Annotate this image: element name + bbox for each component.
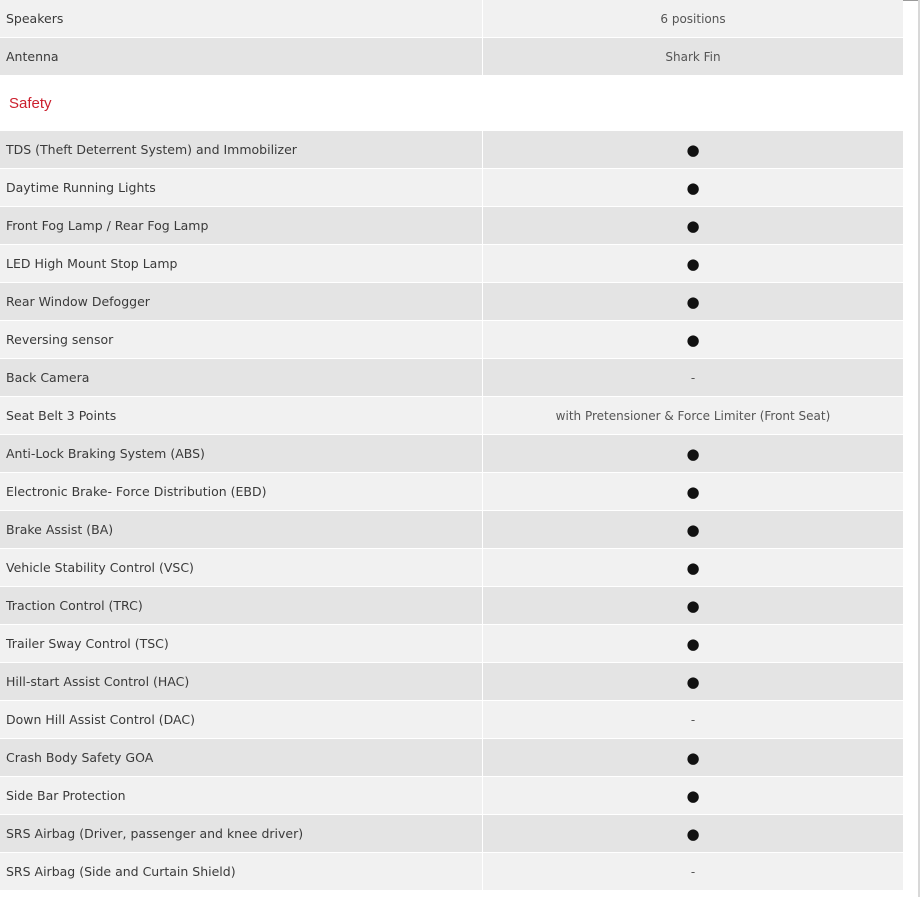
feature-label: Trailer Sway Control (TSC) xyxy=(0,625,483,662)
feature-value: - xyxy=(690,712,696,727)
feature-available-value: ● xyxy=(686,254,700,273)
table-row xyxy=(0,853,903,891)
section-header xyxy=(0,76,903,131)
table-row xyxy=(0,0,903,38)
table-row xyxy=(0,359,903,397)
feature-label: SRS Airbag (Side and Curtain Shield) xyxy=(0,853,483,890)
table-row xyxy=(0,131,903,169)
feature-label: Back Camera xyxy=(0,359,483,396)
table-row xyxy=(0,245,903,283)
table-row xyxy=(0,663,903,701)
table-row xyxy=(0,397,903,435)
table-row xyxy=(0,625,903,663)
table-row xyxy=(0,549,903,587)
feature-label: Front Fog Lamp / Rear Fog Lamp xyxy=(0,207,483,244)
feature-label: LED High Mount Stop Lamp xyxy=(0,245,483,282)
table-row xyxy=(0,587,903,625)
feature-label: Antenna xyxy=(0,38,483,75)
feature-label: Reversing sensor xyxy=(0,321,483,358)
feature-label: SRS Airbag (Driver, passenger and knee driver) xyxy=(0,815,483,852)
feature-label: Anti-Lock Braking System (ABS) xyxy=(0,435,483,472)
feature-value: 6 positions xyxy=(660,11,726,26)
feature-label: TDS (Theft Deterrent System) and Immobilizer xyxy=(0,131,483,168)
table-row xyxy=(0,283,903,321)
feature-available-value: ● xyxy=(686,520,700,539)
feature-available-value: ● xyxy=(686,596,700,615)
feature-label: Seat Belt 3 Points xyxy=(0,397,483,434)
right-scroll-edge xyxy=(918,0,920,897)
feature-label: Electronic Brake- Force Distribution (EBD) xyxy=(0,473,483,510)
table-row xyxy=(0,777,903,815)
feature-available-value: ● xyxy=(686,482,700,501)
feature-value: with Pretensioner & Force Limiter (Front Seat) xyxy=(555,408,831,423)
table-row xyxy=(0,739,903,777)
feature-available-value: ● xyxy=(686,672,700,691)
table-row xyxy=(0,815,903,853)
table-row xyxy=(0,473,903,511)
feature-available-value: ● xyxy=(686,634,700,653)
feature-label: Down Hill Assist Control (DAC) xyxy=(0,701,483,738)
table-row xyxy=(0,38,903,76)
feature-label: Vehicle Stability Control (VSC) xyxy=(0,549,483,586)
feature-value: Shark Fin xyxy=(665,49,721,64)
feature-value: - xyxy=(690,370,696,385)
feature-available-value: ● xyxy=(686,140,700,159)
feature-available-value: ● xyxy=(686,786,700,805)
audio-rows xyxy=(0,0,903,76)
table-row xyxy=(0,511,903,549)
feature-available-value: ● xyxy=(686,330,700,349)
feature-label: Traction Control (TRC) xyxy=(0,587,483,624)
safety-rows xyxy=(0,131,903,891)
table-row xyxy=(0,169,903,207)
table-row xyxy=(0,321,903,359)
table-row xyxy=(0,701,903,739)
feature-available-value: ● xyxy=(686,748,700,767)
feature-label: Daytime Running Lights xyxy=(0,169,483,206)
feature-available-value: ● xyxy=(686,824,700,843)
feature-available-value: ● xyxy=(686,444,700,463)
feature-available-value: ● xyxy=(686,216,700,235)
feature-label: Brake Assist (BA) xyxy=(0,511,483,548)
table-row xyxy=(0,435,903,473)
table-row xyxy=(0,207,903,245)
feature-label: Rear Window Defogger xyxy=(0,283,483,320)
feature-label: Hill-start Assist Control (HAC) xyxy=(0,663,483,700)
feature-value: - xyxy=(690,864,696,879)
feature-label: Crash Body Safety GOA xyxy=(0,739,483,776)
feature-available-value: ● xyxy=(686,292,700,311)
feature-available-value: ● xyxy=(686,558,700,577)
feature-available-value: ● xyxy=(686,178,700,197)
feature-label: Side Bar Protection xyxy=(0,777,483,814)
feature-label: Speakers xyxy=(0,0,483,37)
section-title-safety: Safety xyxy=(9,95,52,112)
